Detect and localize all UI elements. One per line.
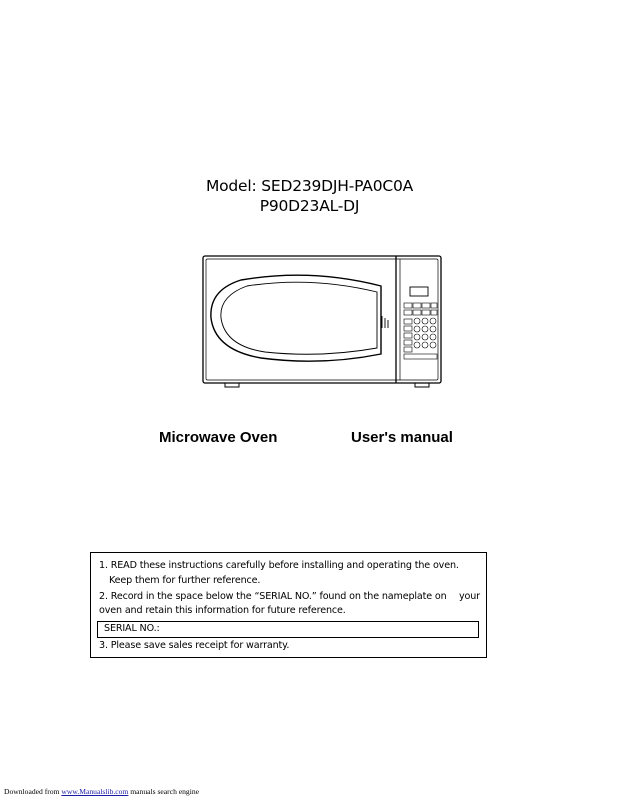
download-footer <box>4 787 199 796</box>
notice-item-2-line-1-end: your <box>459 591 480 602</box>
notice-item-1-line-2: Keep them for further reference. <box>109 575 261 586</box>
footer-prefix: Downloaded from <box>4 787 62 796</box>
product-title: Microwave Oven <box>159 429 278 446</box>
serial-number-label: SERIAL NO.: <box>104 623 160 634</box>
notice-item-1-line-1: 1. READ these instructions carefully before installing and operating the oven. <box>99 560 459 571</box>
serial-number-field <box>97 621 479 638</box>
notice-item-3: 3. Please save sales receipt for warranty. <box>99 640 290 651</box>
footer-suffix: manuals search engine <box>128 787 200 796</box>
notice-box <box>90 552 487 658</box>
model-number-line-1: Model: SED239DJH-PA0C0A <box>205 177 414 195</box>
document-type-title: User's manual <box>351 429 453 446</box>
microwave-oven-icon <box>201 254 445 390</box>
manualslib-link[interactable]: www.Manualslib.com <box>61 787 129 796</box>
notice-item-2-line-1: 2. Record in the space below the “SERIAL NO.” found on the nameplate on <box>99 591 447 602</box>
model-number-line-2: P90D23AL-DJ <box>259 197 360 215</box>
notice-item-2-line-2: oven and retain this information for future reference. <box>99 605 346 616</box>
